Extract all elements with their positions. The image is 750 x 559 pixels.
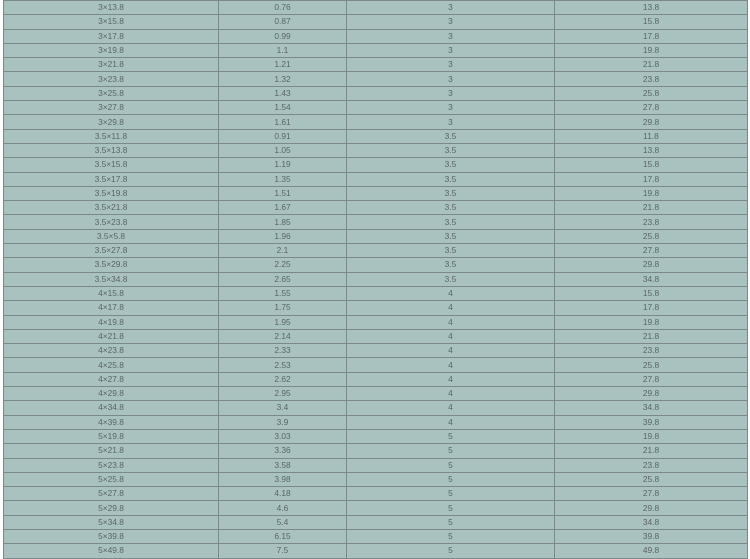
weight-cell: 0.76: [219, 1, 347, 15]
table-row: [4, 186, 748, 200]
size-cell: 4×17.8: [4, 301, 219, 315]
length-cell: 49.8: [555, 544, 748, 558]
diameter-cell: 5: [347, 529, 555, 543]
size-cell: 5×23.8: [4, 458, 219, 472]
length-cell: 25.8: [555, 229, 748, 243]
length-cell: 27.8: [555, 487, 748, 501]
size-cell: 3×27.8: [4, 101, 219, 115]
length-cell: 34.8: [555, 515, 748, 529]
weight-cell: 2.65: [219, 272, 347, 286]
table-row: [4, 286, 748, 300]
table-row: [4, 58, 748, 72]
table-row: [4, 301, 748, 315]
table-row: [4, 158, 748, 172]
weight-cell: 2.33: [219, 344, 347, 358]
diameter-cell: 4: [347, 286, 555, 300]
weight-cell: 1.35: [219, 172, 347, 186]
table-row: [4, 15, 748, 29]
length-cell: 25.8: [555, 472, 748, 486]
weight-cell: 1.43: [219, 86, 347, 100]
length-cell: 29.8: [555, 115, 748, 129]
size-cell: 5×21.8: [4, 444, 219, 458]
length-cell: 27.8: [555, 244, 748, 258]
table-row: [4, 358, 748, 372]
length-cell: 19.8: [555, 186, 748, 200]
table-row: [4, 129, 748, 143]
weight-cell: 1.85: [219, 215, 347, 229]
size-cell: 3.5×19.8: [4, 186, 219, 200]
weight-cell: 2.95: [219, 387, 347, 401]
length-cell: 13.8: [555, 143, 748, 157]
size-cell: 5×39.8: [4, 529, 219, 543]
weight-cell: 1.19: [219, 158, 347, 172]
table-row: [4, 429, 748, 443]
weight-cell: 3.03: [219, 429, 347, 443]
size-cell: 3.5×17.8: [4, 172, 219, 186]
diameter-cell: 3: [347, 43, 555, 57]
diameter-cell: 4: [347, 344, 555, 358]
diameter-cell: 3: [347, 86, 555, 100]
size-cell: 3×19.8: [4, 43, 219, 57]
table-row: [4, 215, 748, 229]
diameter-cell: 3.5: [347, 215, 555, 229]
size-cell: 3.5×5.8: [4, 229, 219, 243]
spec-table-container: [3, 0, 747, 559]
table-row: [4, 472, 748, 486]
weight-cell: 3.58: [219, 458, 347, 472]
length-cell: 13.8: [555, 1, 748, 15]
diameter-cell: 3.5: [347, 172, 555, 186]
diameter-cell: 5: [347, 458, 555, 472]
weight-cell: 1.75: [219, 301, 347, 315]
weight-cell: 2.25: [219, 258, 347, 272]
table-row: [4, 72, 748, 86]
table-row: [4, 415, 748, 429]
size-cell: 3×17.8: [4, 29, 219, 43]
diameter-cell: 3: [347, 1, 555, 15]
table-row: [4, 529, 748, 543]
size-cell: 4×25.8: [4, 358, 219, 372]
diameter-cell: 4: [347, 415, 555, 429]
length-cell: 17.8: [555, 172, 748, 186]
table-row: [4, 487, 748, 501]
size-cell: 3.5×27.8: [4, 244, 219, 258]
length-cell: 21.8: [555, 329, 748, 343]
weight-cell: 7.5: [219, 544, 347, 558]
length-cell: 21.8: [555, 201, 748, 215]
size-cell: 5×34.8: [4, 515, 219, 529]
diameter-cell: 5: [347, 544, 555, 558]
diameter-cell: 5: [347, 444, 555, 458]
table-row: [4, 501, 748, 515]
diameter-cell: 4: [347, 315, 555, 329]
weight-cell: 1.95: [219, 315, 347, 329]
weight-cell: 4.18: [219, 487, 347, 501]
size-cell: 5×49.8: [4, 544, 219, 558]
diameter-cell: 3.5: [347, 272, 555, 286]
length-cell: 23.8: [555, 72, 748, 86]
length-cell: 39.8: [555, 415, 748, 429]
length-cell: 34.8: [555, 401, 748, 415]
diameter-cell: 4: [347, 329, 555, 343]
size-cell: 3.5×13.8: [4, 143, 219, 157]
weight-cell: 3.98: [219, 472, 347, 486]
table-row: [4, 329, 748, 343]
diameter-cell: 4: [347, 301, 555, 315]
table-row: [4, 544, 748, 558]
diameter-cell: 3: [347, 72, 555, 86]
length-cell: 29.8: [555, 258, 748, 272]
weight-cell: 1.61: [219, 115, 347, 129]
length-cell: 23.8: [555, 458, 748, 472]
table-row: [4, 458, 748, 472]
size-cell: 5×25.8: [4, 472, 219, 486]
size-cell: 3.5×11.8: [4, 129, 219, 143]
table-row: [4, 372, 748, 386]
size-cell: 5×29.8: [4, 501, 219, 515]
weight-cell: 5.4: [219, 515, 347, 529]
diameter-cell: 4: [347, 372, 555, 386]
table-row: [4, 172, 748, 186]
size-cell: 4×27.8: [4, 372, 219, 386]
length-cell: 27.8: [555, 372, 748, 386]
weight-cell: 0.91: [219, 129, 347, 143]
length-cell: 11.8: [555, 129, 748, 143]
table-row: [4, 344, 748, 358]
size-cell: 5×19.8: [4, 429, 219, 443]
diameter-cell: 3.5: [347, 201, 555, 215]
size-cell: 4×34.8: [4, 401, 219, 415]
weight-cell: 1.67: [219, 201, 347, 215]
size-cell: 3×25.8: [4, 86, 219, 100]
weight-cell: 1.05: [219, 143, 347, 157]
weight-cell: 1.96: [219, 229, 347, 243]
spec-table: [3, 0, 748, 559]
diameter-cell: 3.5: [347, 143, 555, 157]
weight-cell: 1.55: [219, 286, 347, 300]
table-row: [4, 515, 748, 529]
size-cell: 3×23.8: [4, 72, 219, 86]
size-cell: 5×27.8: [4, 487, 219, 501]
table-row: [4, 387, 748, 401]
diameter-cell: 4: [347, 358, 555, 372]
size-cell: 4×29.8: [4, 387, 219, 401]
size-cell: 3×13.8: [4, 1, 219, 15]
table-row: [4, 229, 748, 243]
table-row: [4, 201, 748, 215]
weight-cell: 2.14: [219, 329, 347, 343]
weight-cell: 3.9: [219, 415, 347, 429]
table-row: [4, 86, 748, 100]
weight-cell: 1.32: [219, 72, 347, 86]
length-cell: 17.8: [555, 29, 748, 43]
spec-table-body: [4, 1, 748, 559]
size-cell: 3.5×15.8: [4, 158, 219, 172]
weight-cell: 1.1: [219, 43, 347, 57]
weight-cell: 1.51: [219, 186, 347, 200]
table-row: [4, 115, 748, 129]
diameter-cell: 3: [347, 101, 555, 115]
diameter-cell: 3.5: [347, 158, 555, 172]
length-cell: 25.8: [555, 358, 748, 372]
size-cell: 4×23.8: [4, 344, 219, 358]
table-row: [4, 29, 748, 43]
size-cell: 3×15.8: [4, 15, 219, 29]
diameter-cell: 3.5: [347, 244, 555, 258]
diameter-cell: 3: [347, 58, 555, 72]
table-row: [4, 315, 748, 329]
weight-cell: 1.21: [219, 58, 347, 72]
length-cell: 15.8: [555, 15, 748, 29]
diameter-cell: 3.5: [347, 229, 555, 243]
diameter-cell: 4: [347, 387, 555, 401]
table-row: [4, 244, 748, 258]
size-cell: 3.5×21.8: [4, 201, 219, 215]
weight-cell: 2.1: [219, 244, 347, 258]
diameter-cell: 3: [347, 115, 555, 129]
size-cell: 4×39.8: [4, 415, 219, 429]
weight-cell: 0.99: [219, 29, 347, 43]
diameter-cell: 5: [347, 487, 555, 501]
table-row: [4, 444, 748, 458]
length-cell: 19.8: [555, 315, 748, 329]
weight-cell: 2.62: [219, 372, 347, 386]
diameter-cell: 3.5: [347, 186, 555, 200]
size-cell: 4×15.8: [4, 286, 219, 300]
diameter-cell: 5: [347, 515, 555, 529]
weight-cell: 0.87: [219, 15, 347, 29]
diameter-cell: 4: [347, 401, 555, 415]
size-cell: 3×21.8: [4, 58, 219, 72]
length-cell: 15.8: [555, 158, 748, 172]
table-row: [4, 258, 748, 272]
weight-cell: 3.36: [219, 444, 347, 458]
length-cell: 19.8: [555, 429, 748, 443]
table-row: [4, 1, 748, 15]
diameter-cell: 3.5: [347, 258, 555, 272]
weight-cell: 1.54: [219, 101, 347, 115]
diameter-cell: 3.5: [347, 129, 555, 143]
diameter-cell: 3: [347, 29, 555, 43]
diameter-cell: 5: [347, 501, 555, 515]
size-cell: 3×29.8: [4, 115, 219, 129]
diameter-cell: 5: [347, 429, 555, 443]
length-cell: 34.8: [555, 272, 748, 286]
table-row: [4, 272, 748, 286]
table-row: [4, 43, 748, 57]
length-cell: 25.8: [555, 86, 748, 100]
weight-cell: 2.53: [219, 358, 347, 372]
size-cell: 4×19.8: [4, 315, 219, 329]
length-cell: 29.8: [555, 501, 748, 515]
length-cell: 39.8: [555, 529, 748, 543]
size-cell: 3.5×34.8: [4, 272, 219, 286]
diameter-cell: 5: [347, 472, 555, 486]
length-cell: 29.8: [555, 387, 748, 401]
length-cell: 19.8: [555, 43, 748, 57]
length-cell: 21.8: [555, 58, 748, 72]
table-row: [4, 143, 748, 157]
diameter-cell: 3: [347, 15, 555, 29]
size-cell: 4×21.8: [4, 329, 219, 343]
length-cell: 21.8: [555, 444, 748, 458]
size-cell: 3.5×29.8: [4, 258, 219, 272]
size-cell: 3.5×23.8: [4, 215, 219, 229]
table-row: [4, 401, 748, 415]
length-cell: 15.8: [555, 286, 748, 300]
table-row: [4, 101, 748, 115]
length-cell: 23.8: [555, 344, 748, 358]
length-cell: 23.8: [555, 215, 748, 229]
weight-cell: 3.4: [219, 401, 347, 415]
length-cell: 27.8: [555, 101, 748, 115]
weight-cell: 6.15: [219, 529, 347, 543]
weight-cell: 4.6: [219, 501, 347, 515]
length-cell: 17.8: [555, 301, 748, 315]
